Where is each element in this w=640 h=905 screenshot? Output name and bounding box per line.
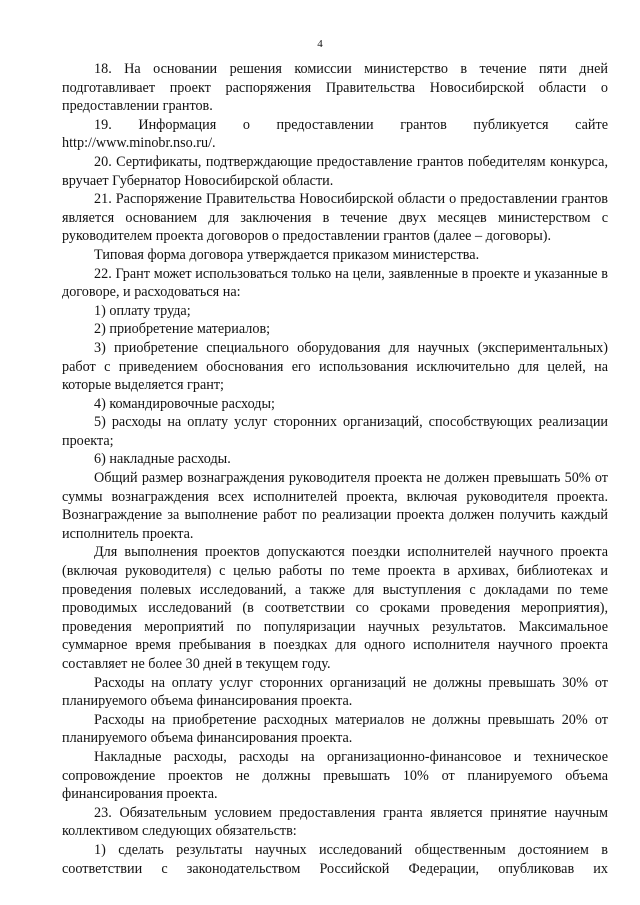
paragraph-trips: Для выполнения проектов допускаются поездки исполнителей научного проекта (включая руководителя) с целью работы по теме проекта в архивах, библиотеках и проведения полевых исследований, а также для выступления с докладами по теме проводимых исследований (в соответствии со сроками проведения мероприятия), проведения мероприятий по популяризации научных результатов. Максимальное суммарное время пребывания в поездках для одного исполнителя научного проекта составляет не более 30 дней в текущем году. — [62, 544, 608, 672]
page-number: 4 — [317, 38, 323, 50]
list-item-3: 3) приобретение специального оборудования для научных (экспериментальных) работ с приведением обоснования его использования исключительно для целей, на которые выделяется грант; — [62, 339, 608, 394]
paragraph-18: 18. На основании решения комиссии министерство в течение пяти дней подготавливает проект распоряжения Правительства Новосибирской области о предоставлении грантов. — [62, 61, 608, 115]
paragraph-23: 23. Обязательным условием предоставления гранта является принятие научным коллективом следующих обязательств: — [62, 804, 608, 840]
paragraph-22: 22. Грант может использоваться только на цели, заявленные в проекте и указанные в договоре, и расходоваться на: — [62, 265, 608, 301]
list-item-5: 5) расходы на оплату услуг сторонних организаций, способствующих реализации проекта; — [62, 414, 608, 449]
list-item-6: 6) накладные расходы. — [94, 451, 231, 468]
list-item-4: 4) командировочные расходы; — [94, 395, 275, 412]
paragraph-contract-form: Типовая форма договора утверждается приказом министерства. — [94, 246, 480, 263]
paragraph-overhead-limit: Накладные расходы, расходы на организационно-финансовое и техническое сопровождение проектов не должны превышать 10% от планируемого объема финансирования проекта. — [62, 748, 608, 803]
paragraph-leader-reward: Общий размер вознаграждения руководителя проекта не должен превышать 50% от суммы вознаграждения всех исполнителей проекта, включая руководителя проекта. Вознаграждение за выполнение работ по реализации проекта должен получить каждый исполнитель проекта. — [62, 470, 608, 542]
paragraph-19: 19. Информация о предоставлении грантов публикуется сайте http://www.minobr.nso.ru/. — [62, 116, 608, 152]
paragraph-materials-limit: Расходы на приобретение расходных материалов не должны превышать 20% от планируемого объема финансирования проекта. — [62, 711, 608, 747]
paragraph-20: 20. Сертификаты, подтверждающие предоставление грантов победителям конкурса, вручает Губернатор Новосибирской области. — [62, 153, 608, 189]
list-item-obligation-1: 1) сделать результаты научных исследований общественным достоянием в соответствии с законодательством Российской Федерации, опубликовав их — [62, 841, 608, 877]
list-item-2: 2) приобретение материалов; — [94, 321, 271, 338]
list-item-1: 1) оплату труда; — [94, 302, 191, 319]
document-body — [62, 60, 608, 878]
paragraph-services-limit: Расходы на оплату услуг сторонних организаций не должны превышать 30% от планируемого объема финансирования проекта. — [62, 674, 608, 710]
paragraph-21: 21. Распоряжение Правительства Новосибирской области о предоставлении грантов является основанием для заключения в течение двух месяцев министерством с руководителем проекта договоров о предоставлении грантов (далее – договоры). — [62, 191, 608, 245]
